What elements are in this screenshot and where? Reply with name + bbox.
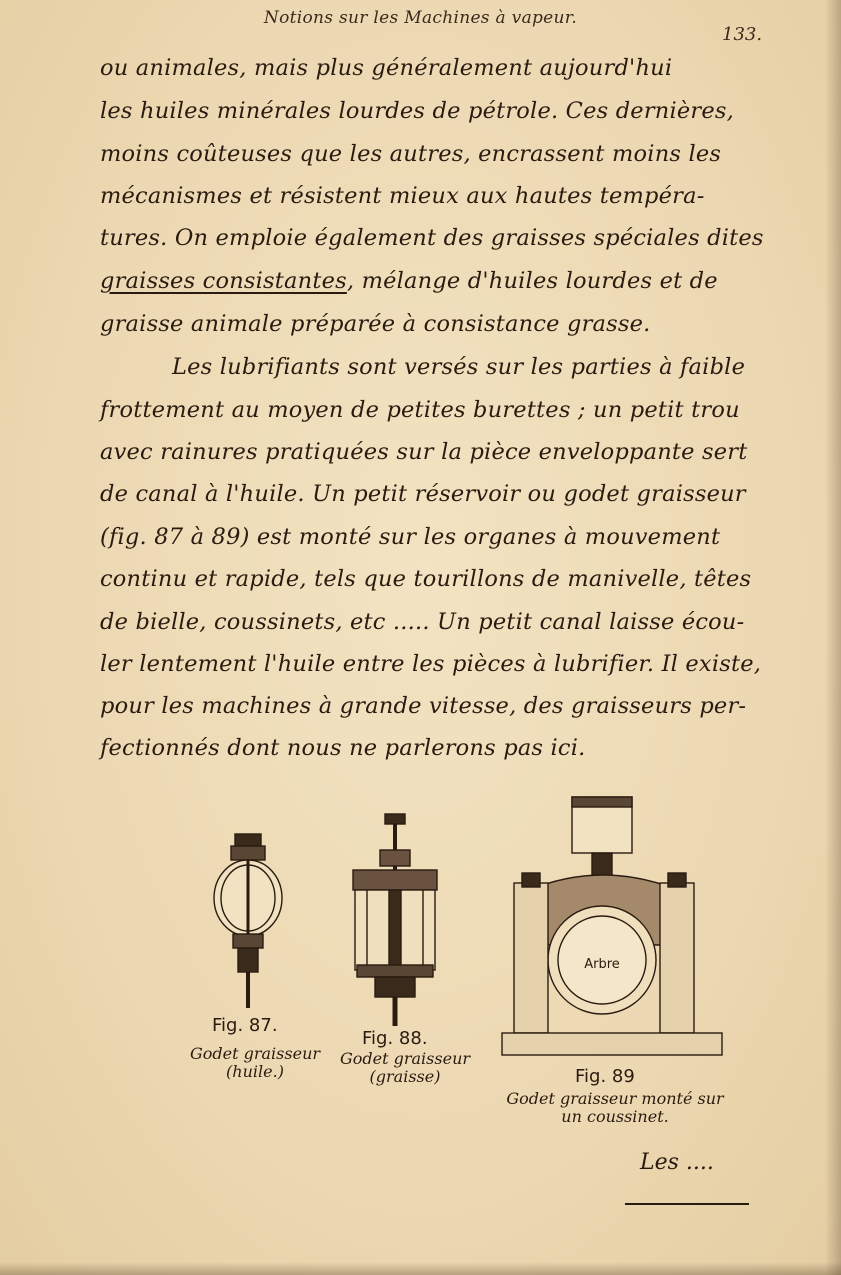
fig88-caption-line2: (graisse) [369,1067,441,1086]
text-line: tures. On emploie également des graisses spéciales dites [100,225,764,251]
fig89-caption-line1: Godet graisseur monté sur [506,1089,724,1108]
text-line: Les lubrifiants sont versés sur les parties à faible [172,354,746,380]
text-line: (fig. 87 à 89) est monté sur les organes à mouvement [100,524,721,550]
running-header: Notions sur les Machines à vapeur. [263,8,578,28]
fig88-number: Fig. 88. [362,1028,428,1049]
text-line: graisse animale préparée à consistance grasse. [100,311,651,337]
text-line: les huiles minérales lourdes de pétrole. Ces dernières, [100,98,734,124]
fig89-shaft-label: Arbre [584,957,620,972]
text-line: de canal à l'huile. Un petit réservoir ou godet graisseur [100,481,746,507]
fig89-caption [495,1090,735,1126]
text-line: fectionnés dont nous ne parlerons pas ici. [100,735,586,761]
text-line-rest: , mélange d'huiles lourdes et de [346,268,718,294]
page-bottom-shadow [0,1262,841,1275]
page-edge-shadow [825,0,841,1275]
underlined-term: graisses consistantes [100,268,347,294]
text-line: ou animales, mais plus généralement aujourd'hui [100,55,673,81]
fig87-caption [180,1045,330,1081]
text-line: ler lentement l'huile entre les pièces à lubrifier. Il existe, [100,651,762,677]
fig88-caption [330,1050,480,1086]
fig87-number: Fig. 87. [212,1015,278,1036]
fig87-caption-line1: Godet graisseur [189,1044,321,1063]
closing-rule [625,1203,749,1205]
fig87-oil-cup-illustration [205,828,295,1013]
text-line: de bielle, coussinets, etc ..... Un petit canal laisse écou- [100,609,745,635]
text-line [100,268,718,294]
fig89-number: Fig. 89 [575,1066,635,1087]
fig89-bearing-illustration [500,795,725,1060]
text-line: mécanismes et résistent mieux aux hautes tempéra- [100,183,705,209]
fig89-caption-line2: un coussinet. [561,1107,669,1126]
fig88-caption-line1: Godet graisseur [339,1049,471,1068]
text-line: continu et rapide, tels que tourillons de manivelle, têtes [100,566,752,592]
text-line: frottement au moyen de petites burettes ; un petit trou [100,397,740,423]
fig87-caption-line2: (huile.) [226,1062,284,1081]
text-line: moins coûteuses que les autres, encrassent moins les [100,141,722,167]
fig88-grease-cup-illustration [345,810,445,1030]
page-number: 133. [722,24,763,45]
text-line: avec rainures pratiquées sur la pièce enveloppante sert [100,439,748,465]
text-line: pour les machines à grande vitesse, des graisseurs per- [100,693,747,719]
catchword: Les .... [640,1150,714,1175]
